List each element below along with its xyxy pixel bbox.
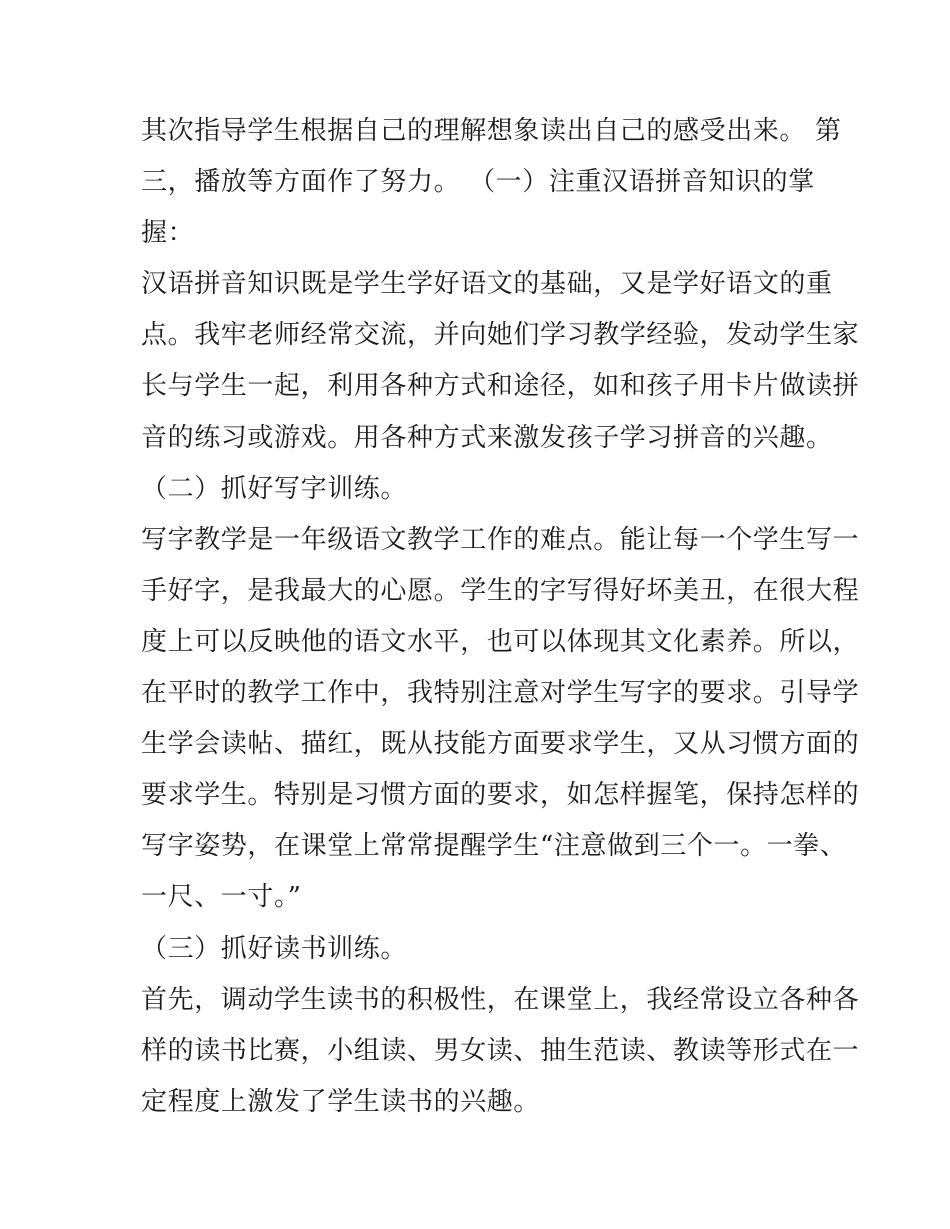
text-line: 要求学生。特别是习惯方面的要求，如怎样握笔，保持怎样的 <box>141 780 860 811</box>
text-line: 握： <box>141 218 195 249</box>
text-line: 其次指导学生根据自己的理解想象读出自己的感受出来。 第 <box>141 116 842 146</box>
text-line: 一尺、一寸。” <box>141 882 302 913</box>
text-line: 定程度上激发了学生读书的兴趣。 <box>141 1086 541 1117</box>
text-line: 三，播放等方面作了努力。 （一）注重汉语拼音知识的掌 <box>141 167 815 198</box>
text-line: 长与学生一起，利用各种方式和途径，如和孩子用卡片做读拼 <box>141 371 860 402</box>
text-line: 写字教学是一年级语文教学工作的难点。能让每一个学生写一 <box>141 524 860 555</box>
text-line: 首先，调动学生读书的积极性，在课堂上，我经常设立各种各 <box>141 984 860 1015</box>
text-line: 手好字，是我最大的心愿。学生的字写得好坏美丑，在很大程 <box>141 575 860 606</box>
text-line: 在平时的教学工作中，我特别注意对学生写字的要求。引导学 <box>141 678 860 709</box>
text-line: 汉语拼音知识既是学生学好语文的基础，又是学好语文的重 <box>141 269 833 300</box>
text-line: 度上可以反映他的语文水平，也可以体现其文化素养。所以， <box>141 626 860 657</box>
section-heading: （二）抓好写字训练。 <box>141 473 408 504</box>
text-line: 音的练习或游戏。用各种方式来激发孩子学习拼音的兴趣。 <box>141 422 833 453</box>
text-line: 写字姿势，在课堂上常常提醒学生“注意做到三个一。一拳、 <box>141 831 847 862</box>
body-text <box>141 106 860 1128</box>
text-line: 生学会读帖、描红，既从技能方面要求学生，又从习惯方面的 <box>141 729 860 760</box>
text-line: 点。我牢老师经常交流，并向她们学习教学经验，发动学生家 <box>141 320 860 351</box>
section-heading: （三）抓好读书训练。 <box>141 933 408 964</box>
text-line: 样的读书比赛，小组读、男女读、抽生范读、教读等形式在一 <box>141 1035 860 1066</box>
